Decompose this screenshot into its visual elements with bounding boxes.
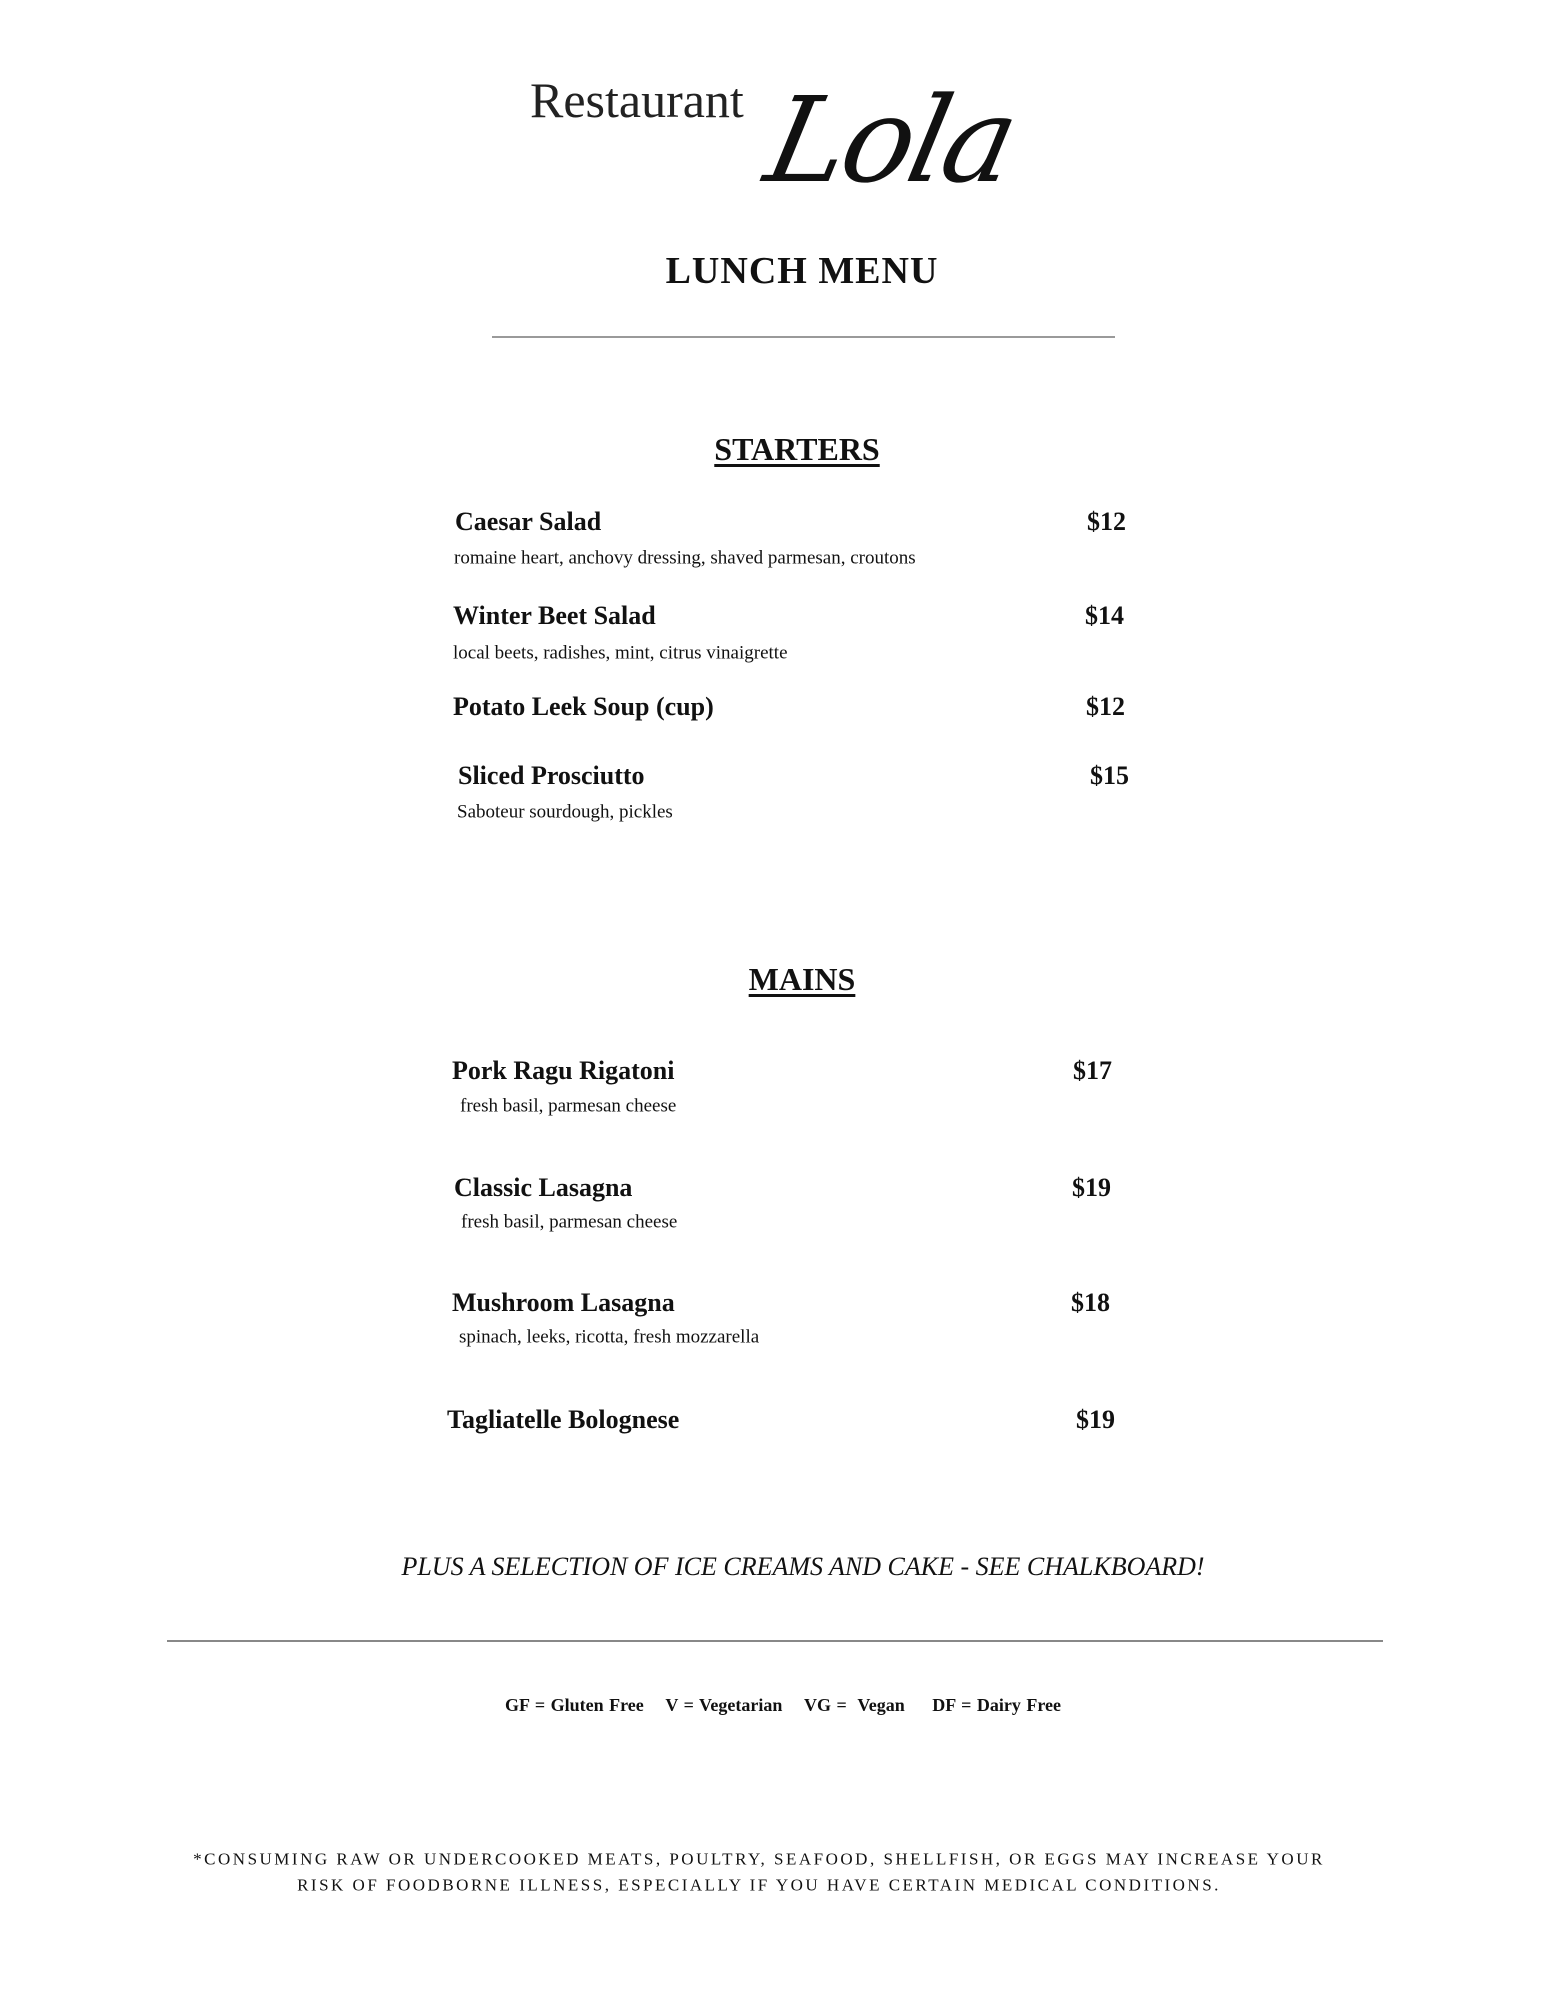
section-heading-starters: STARTERS bbox=[714, 431, 880, 467]
disclaimer-line: *CONSUMING RAW OR UNDERCOOKED MEATS, POULTRY, SEAFOOD, SHELLFISH, OR EGGS MAY INCREASE YOUR bbox=[193, 1849, 1325, 1869]
menu-item-description: local beets, radishes, mint, citrus vinaigrette bbox=[453, 642, 788, 664]
menu-item-name: Potato Leek Soup (cup) bbox=[453, 692, 714, 721]
menu-item-description: spinach, leeks, ricotta, fresh mozzarella bbox=[459, 1326, 760, 1348]
menu-item-name: Tagliatelle Bolognese bbox=[447, 1405, 680, 1434]
menu-item-price: $12 bbox=[1086, 692, 1125, 721]
divider bbox=[167, 1640, 1383, 1642]
menu-item-name: Sliced Prosciutto bbox=[458, 761, 645, 790]
disclaimer-line: RISK OF FOODBORNE ILLNESS, ESPECIALLY IF YOU HAVE CERTAIN MEDICAL CONDITIONS. bbox=[297, 1875, 1221, 1895]
menu-item-name: Winter Beet Salad bbox=[453, 601, 656, 630]
dietary-legend: GF = Gluten Free V = Vegetarian VG = Vegan DF = Dairy Free bbox=[505, 1695, 1061, 1715]
menu-item-price: $18 bbox=[1071, 1288, 1110, 1317]
brand-wordmark: Restaurant bbox=[530, 72, 744, 128]
dessert-note: PLUS A SELECTION OF ICE CREAMS AND CAKE - SEE CHALKBOARD! bbox=[401, 1552, 1205, 1581]
divider bbox=[492, 336, 1115, 338]
lola-script-logo: Lola bbox=[755, 71, 1027, 209]
menu-item-name: Mushroom Lasagna bbox=[452, 1288, 675, 1317]
menu-item-price: $19 bbox=[1076, 1405, 1115, 1434]
menu-item-name: Caesar Salad bbox=[455, 507, 602, 536]
menu-item-price: $19 bbox=[1072, 1173, 1111, 1202]
menu-item-description: fresh basil, parmesan cheese bbox=[461, 1211, 678, 1233]
menu-item-description: Saboteur sourdough, pickles bbox=[457, 801, 673, 823]
menu-item-price: $14 bbox=[1085, 601, 1124, 630]
menu-item-price: $12 bbox=[1087, 507, 1126, 536]
menu-item-price: $17 bbox=[1073, 1056, 1112, 1085]
section-heading-mains: MAINS bbox=[748, 961, 856, 997]
menu-item-name: Pork Ragu Rigatoni bbox=[452, 1056, 675, 1085]
menu-item-name: Classic Lasagna bbox=[454, 1173, 633, 1202]
menu-item-description: romaine heart, anchovy dressing, shaved parmesan, croutons bbox=[454, 547, 916, 569]
menu-item-description: fresh basil, parmesan cheese bbox=[460, 1095, 677, 1117]
menu-item-price: $15 bbox=[1090, 761, 1129, 790]
page-title: LUNCH MENU bbox=[665, 250, 939, 292]
